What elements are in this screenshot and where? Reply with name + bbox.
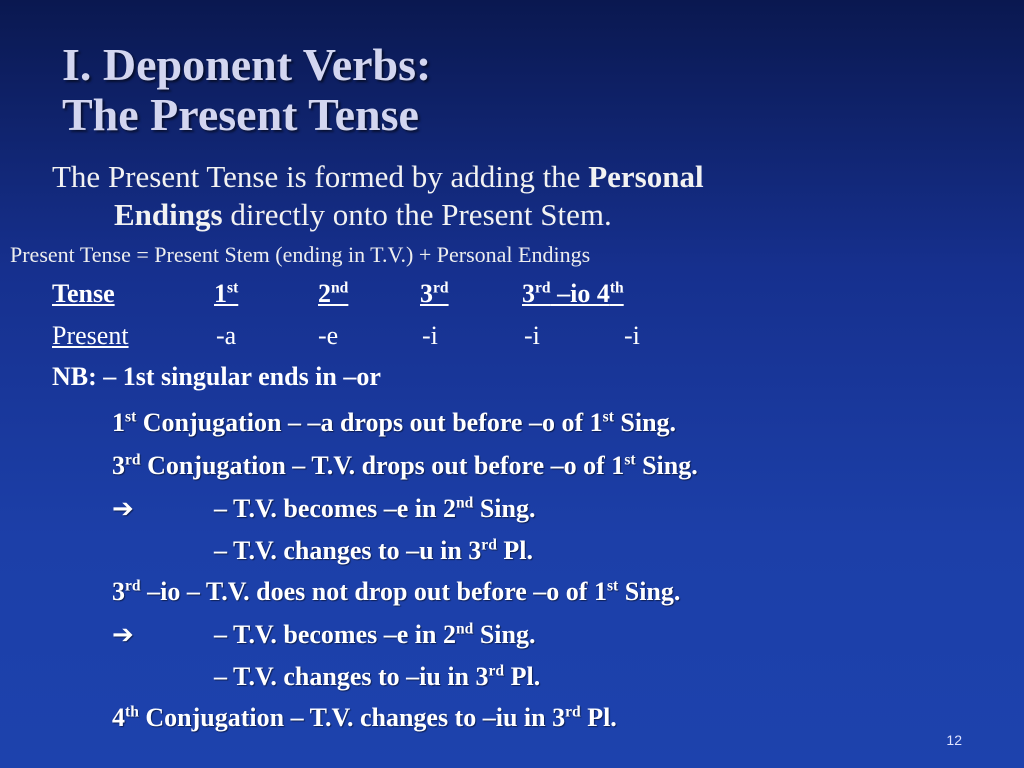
intro-paragraph xyxy=(52,158,952,234)
intro-text: The Present Tense is formed by adding the xyxy=(52,159,589,194)
title-line-2: The Present Tense xyxy=(62,89,419,140)
header-col-4: 3rd –io 4th xyxy=(522,279,624,308)
header-tense: Tense xyxy=(52,279,115,308)
note-3rd-io-2nd-sing-text: – T.V. becomes –e in 2nd Sing. xyxy=(214,620,536,649)
intro-tail: directly onto the Present Stem. xyxy=(222,197,612,232)
note-3rd-io: 3rd –io – T.V. does not drop out before –o of 1st Sing. xyxy=(112,577,681,606)
note-3rd-2nd-sing xyxy=(112,492,536,526)
note-3rd-conjugation: 3rd Conjugation – T.V. drops out before –o of 1st Sing. xyxy=(112,451,698,480)
header-col-1: 1st xyxy=(214,279,239,308)
present-col-3: -i xyxy=(422,321,438,350)
note-3rd-io-2nd-sing xyxy=(112,618,536,652)
present-col-1: -a xyxy=(216,321,237,350)
nb-line: NB: – 1st singular ends in –or xyxy=(52,362,381,391)
formula-line: Present Tense = Present Stem (ending in T.V.) + Personal Endings xyxy=(10,242,591,267)
intro-bold-endings: Endings xyxy=(114,197,223,232)
header-col-3: 3rd xyxy=(420,279,449,308)
note-3rd-2nd-sing-text: – T.V. becomes –e in 2nd Sing. xyxy=(214,494,536,523)
note-3rd-3rd-pl: – T.V. changes to –u in 3rd Pl. xyxy=(214,536,533,565)
intro-bold-personal: Personal xyxy=(588,159,704,194)
present-col-5: -i xyxy=(624,321,640,350)
note-4th-conjugation: 4th Conjugation – T.V. changes to –iu in 3rd Pl. xyxy=(112,703,617,732)
arrow-right-icon: ➔ xyxy=(112,494,134,524)
slide-number: 12 xyxy=(946,732,962,748)
present-col-2: -e xyxy=(318,321,339,350)
title-line-1: I. Deponent Verbs: xyxy=(62,39,432,90)
intro-line-2 xyxy=(52,196,952,234)
slide-title xyxy=(62,40,431,140)
note-3rd-io-3rd-pl: – T.V. changes to –iu in 3rd Pl. xyxy=(214,662,541,691)
note-1st-conjugation: 1st Conjugation – –a drops out before –o of 1st Sing. xyxy=(112,408,677,437)
present-col-4: -i xyxy=(524,321,540,350)
header-col-2: 2nd xyxy=(318,279,349,308)
present-label: Present xyxy=(52,321,129,350)
arrow-right-icon: ➔ xyxy=(112,620,134,650)
